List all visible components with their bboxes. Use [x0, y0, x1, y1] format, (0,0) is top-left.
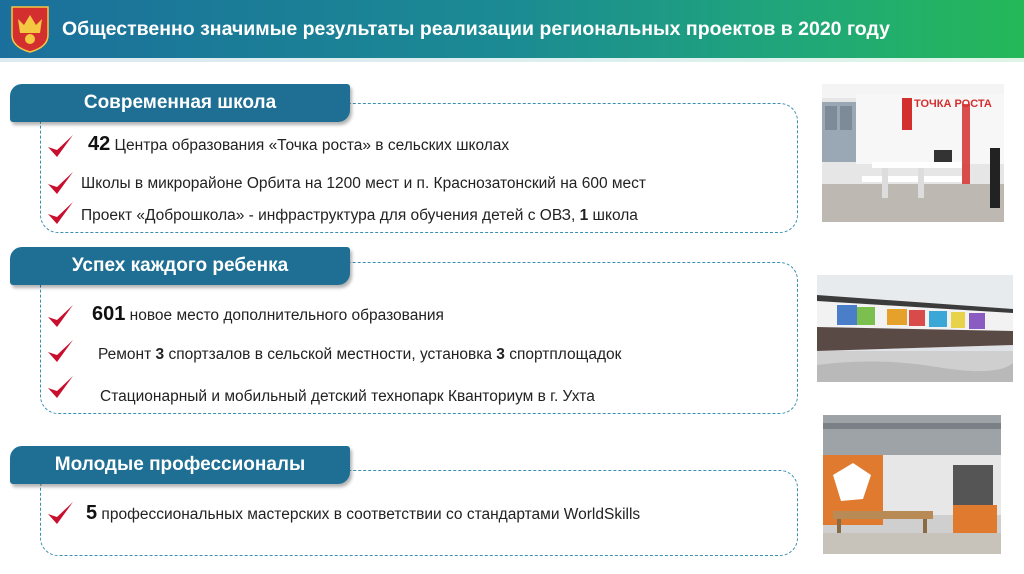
item-text: новое место дополнительного образования [125, 307, 444, 324]
photo-sign-text: ТОЧКА РОСТА [914, 98, 992, 110]
item-number: 3 [155, 346, 165, 363]
check-icon [46, 200, 74, 226]
section-title: Современная школа [83, 92, 277, 113]
photo-tochka-rosta-classroom [822, 84, 1004, 222]
item-text-mid: спортзалов в сельской местности, установка [164, 346, 497, 363]
item-text: профессиональных мастерских в соответствии со стандартами WorldSkills [97, 506, 641, 523]
list-item [98, 346, 621, 364]
item-text: Школы в микрорайоне Орбита на 1200 мест и п. Краснозатонский на 600 мест [81, 175, 647, 192]
item-number: 601 [92, 303, 126, 325]
item-text: Стационарный и мобильный детский технопарк Кванториум в г. Ухта [100, 388, 595, 405]
page-title: Общественно значимые результаты реализации региональных проектов в 2020 году [62, 18, 890, 40]
check-icon [46, 170, 74, 196]
item-text: Центра образования «Точка роста» в сельских школах [110, 137, 510, 154]
photo-workshop [823, 415, 1001, 554]
check-icon [46, 500, 74, 526]
section-title: Молодые профессионалы [54, 454, 306, 475]
list-item [81, 175, 646, 193]
item-text: Ремонт [98, 346, 156, 363]
section-tab-child-success [10, 247, 350, 285]
section-tab-young-professionals [10, 446, 350, 484]
list-item [100, 388, 595, 406]
header-bar [0, 0, 1024, 62]
list-item [92, 303, 444, 326]
check-icon [46, 338, 74, 364]
header-stripe [0, 58, 1024, 62]
item-number: 3 [496, 346, 505, 363]
check-icon [46, 133, 74, 159]
item-text: Проект «Доброшкола» - инфраструктура для обучения детей с ОВЗ, [81, 207, 580, 224]
check-icon [46, 374, 74, 400]
photo-school-building [817, 275, 1013, 382]
section-tab-modern-school [10, 84, 350, 122]
check-icon [46, 303, 74, 329]
list-item [88, 133, 509, 156]
list-item [81, 207, 638, 225]
item-number: 42 [88, 133, 111, 155]
item-number: 5 [86, 502, 98, 524]
item-text-end: спортплощадок [504, 346, 622, 363]
item-text-end: школа [588, 207, 638, 224]
section-title: Успех каждого ребенка [71, 255, 289, 276]
item-number: 1 [579, 207, 589, 224]
list-item [86, 502, 640, 525]
komi-emblem-icon [10, 5, 50, 53]
